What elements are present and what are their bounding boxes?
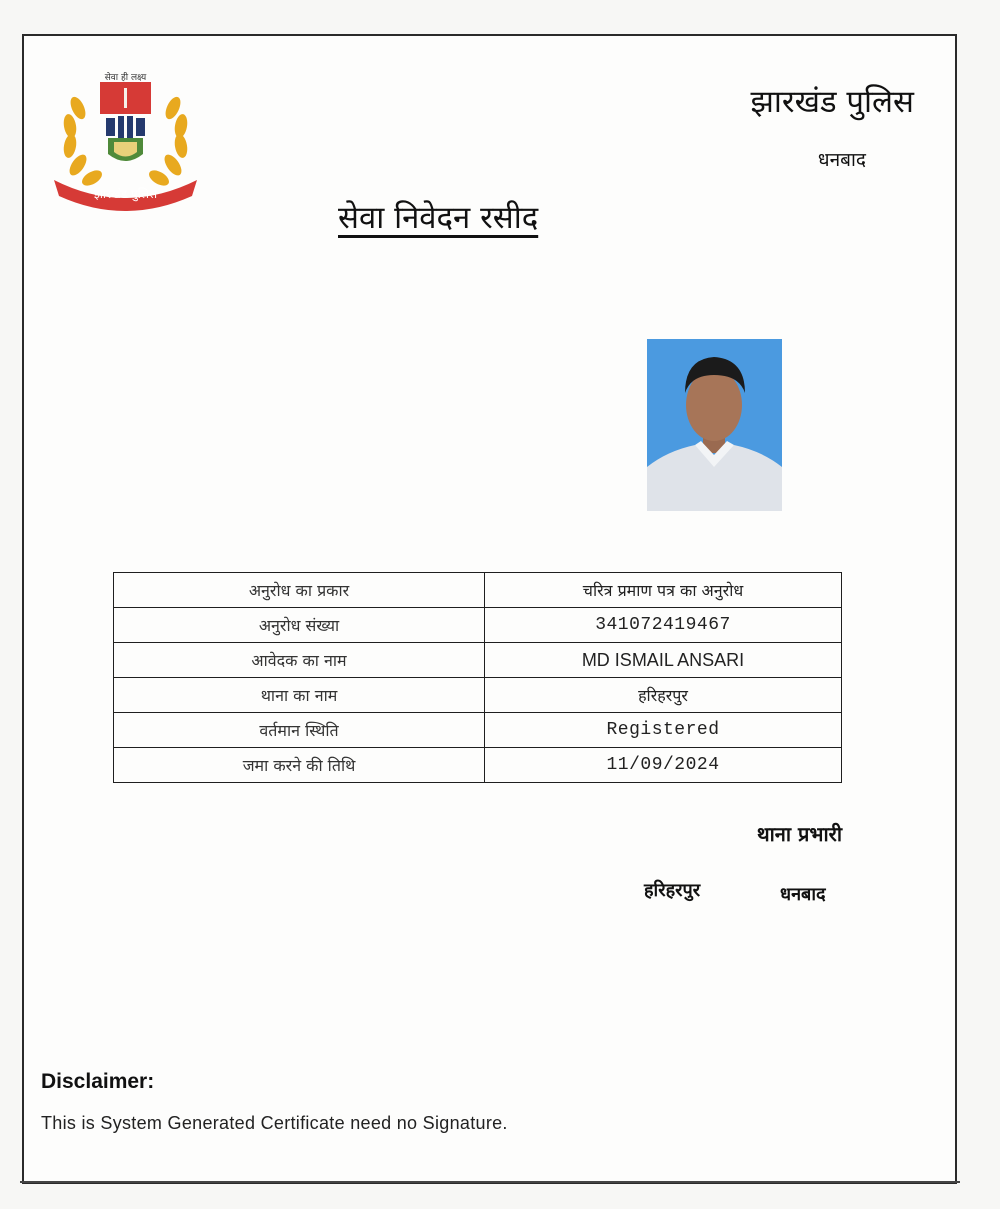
row-value-submission-date: 11/09/2024 [485,748,842,783]
row-value-request-number: 341072419467 [485,608,842,643]
emblem-ribbon-text: झारखंड पुलिस [93,187,158,201]
row-label-police-station: थाना का नाम [114,678,485,713]
row-label-current-status: वर्तमान स्थिति [114,713,485,748]
row-label-submission-date: जमा करने की तिथि [114,748,485,783]
scan-edge-line [20,1181,960,1183]
footer-station: हरिहरपुर [644,880,701,901]
jharkhand-police-emblem-icon [48,68,203,213]
row-label-applicant-name: आवेदक का नाम [114,643,485,678]
table-row [114,713,842,748]
organization-name: झारखंड पुलिस [750,84,914,120]
organization-city: धनबाद [817,149,866,171]
document-title: सेवा निवेदन रसीद [338,200,539,236]
applicant-photo-icon [647,339,782,511]
row-value-request-type: चरित्र प्रमाण पत्र का अनुरोध [485,573,842,608]
row-value-current-status: Registered [485,713,842,748]
disclaimer-heading: Disclaimer: [41,1070,155,1093]
emblem-motto: सेवा ही लक्ष्य [104,73,147,83]
row-value-applicant-name: MD ISMAIL ANSARI [485,643,842,678]
table-row [114,643,842,678]
row-label-request-number: अनुरोध संख्या [114,608,485,643]
table-row [114,678,842,713]
table-row [114,608,842,643]
request-details-table [113,572,842,783]
table-row [114,748,842,783]
table-row [114,573,842,608]
disclaimer-text: This is System Generated Certificate need no Signature. [41,1113,508,1133]
emblem-towers [106,116,145,138]
officer-title: थाना प्रभारी [756,822,842,846]
row-label-request-type: अनुरोध का प्रकार [114,573,485,608]
footer-district: धनबाद [780,884,826,905]
row-value-police-station: हरिहरपुर [485,678,842,713]
